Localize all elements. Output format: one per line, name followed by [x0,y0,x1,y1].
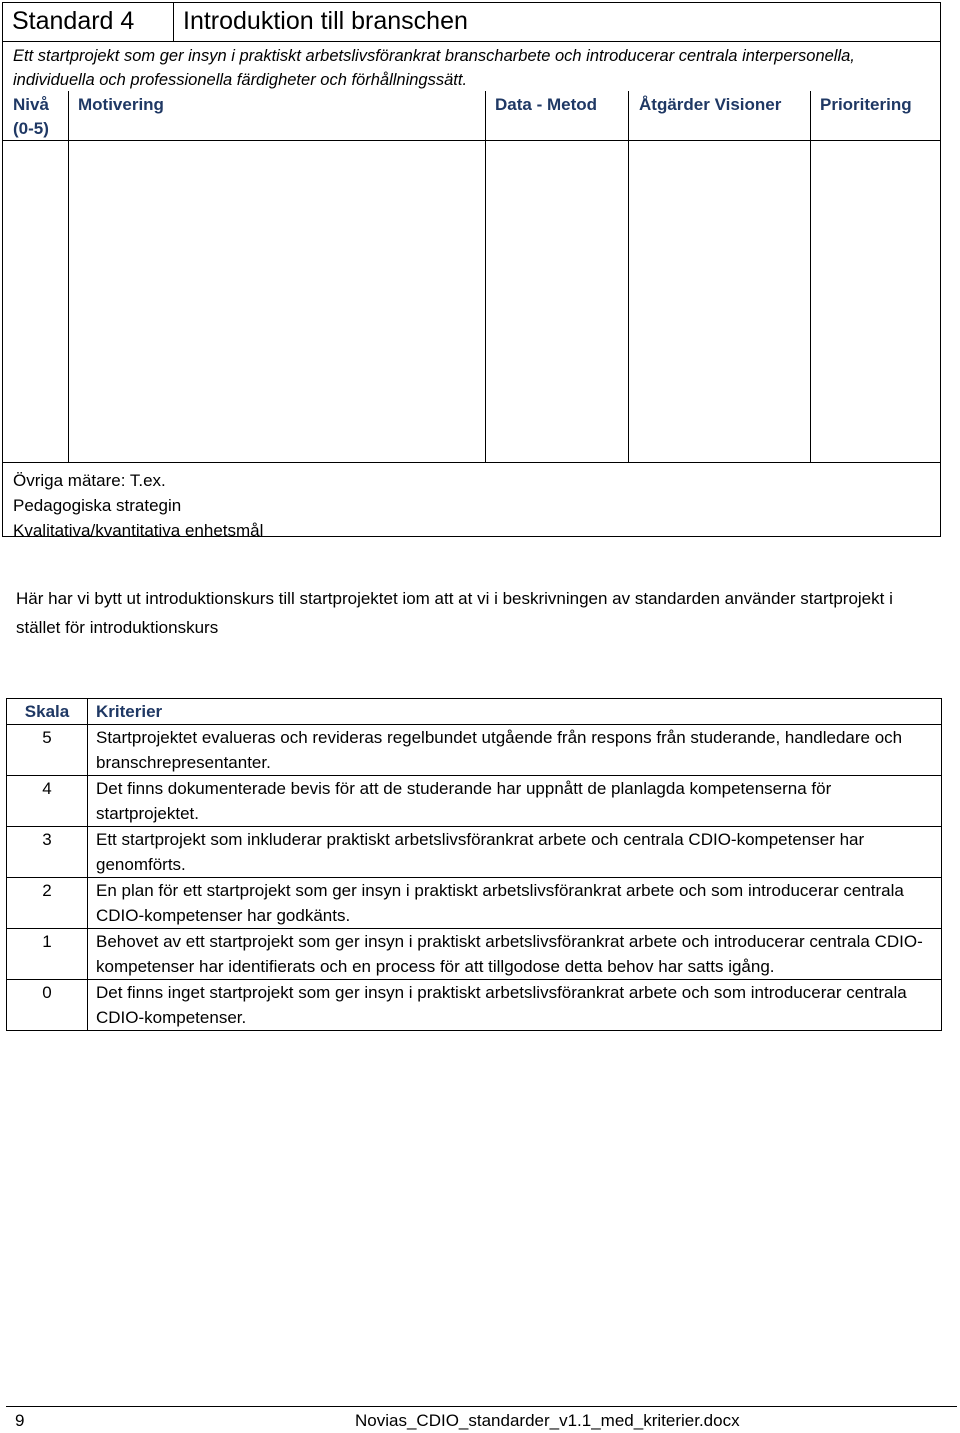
ovriga-matare [13,468,263,543]
standard-table [2,2,941,540]
column-atgarder: Åtgärder Visioner [639,95,782,114]
body-bottom-line [3,462,940,463]
column-niva [13,93,49,141]
column-prioritering: Prioritering [820,95,912,114]
table-row [7,827,942,878]
standard-header-row [3,3,940,42]
criteria-table [6,698,942,1031]
criteria-text: En plan för ett startprojekt som ger insyn i praktiskt arbetslivsförankrat arbete och som introducerar centrala CDIO-kompetenser har godkänts. [88,878,942,929]
criteria-text: Ett startprojekt som inkluderar praktiskt arbetslivsförankrat arbete och centrala CDIO-kompetenser har genomförts. [88,827,942,878]
footer-rule [6,1406,957,1407]
table-row [7,776,942,827]
page-number: 9 [15,1411,25,1430]
scale-value: 2 [7,878,88,929]
table-row [7,725,942,776]
header-bottom-line [3,140,940,141]
criteria-text: Det finns dokumenterade bevis för att de studerande har uppnått de planlagda kompetenserna för startprojektet. [88,776,942,827]
column-motivering: Motivering [78,95,164,114]
column-data-metod: Data - Metod [495,95,597,114]
column-niva-range: (0-5) [13,119,49,138]
ovriga-line: Övriga mätare: T.ex. [13,471,166,490]
standard-number: Standard 4 [12,7,135,35]
scale-value: 0 [7,980,88,1031]
column-divider [485,91,486,463]
criteria-header: Kriterier [88,699,942,725]
standard-description: Ett startprojekt som ger insyn i praktiskt arbetslivsförankrat branscharbete och introducerar centrala interpersonella, individuella och professionella färdigheter och förhållningssätt. [13,47,855,89]
criteria-text: Behovet av ett startprojekt som ger insyn i praktiskt arbetslivsförankrat arbete och introducerar centrala CDIO-kompetenser har identifierats och en process för att tillgodose detta behov har satts igång. [88,929,942,980]
column-divider [68,91,69,463]
table-row [7,878,942,929]
scale-value: 1 [7,929,88,980]
scale-value: 4 [7,776,88,827]
scale-value: 5 [7,725,88,776]
ovriga-line: Pedagogiska strategin [13,496,182,515]
table-row [7,980,942,1031]
ovriga-line: Kvalitativa/kvantitativa enhetsmål [13,521,264,540]
criteria-header-row [7,699,942,725]
criteria-text: Startprojektet evalueras och revideras regelbundet utgående från respons från studerande, handledare och branschrepresentanter. [88,725,942,776]
column-niva-label: Nivå [13,95,49,114]
header-divider [173,3,174,41]
scale-value: 3 [7,827,88,878]
criteria-text: Det finns inget startprojekt som ger insyn i praktiskt arbetslivsförankrat arbete och som introducerar centrala CDIO-kompetenser. [88,980,942,1031]
column-divider [810,91,811,463]
table-row [7,929,942,980]
note-paragraph: Här har vi bytt ut introduktionskurs till startprojektet iom att at vi i beskrivningen av standarden använder startprojekt i stället för introduktionskurs [16,589,893,637]
scale-header: Skala [7,699,88,725]
standard-title: Introduktion till branschen [183,7,468,35]
column-divider [628,91,629,463]
footer-filename: Novias_CDIO_standarder_v1.1_med_kriterier.docx [355,1411,740,1430]
